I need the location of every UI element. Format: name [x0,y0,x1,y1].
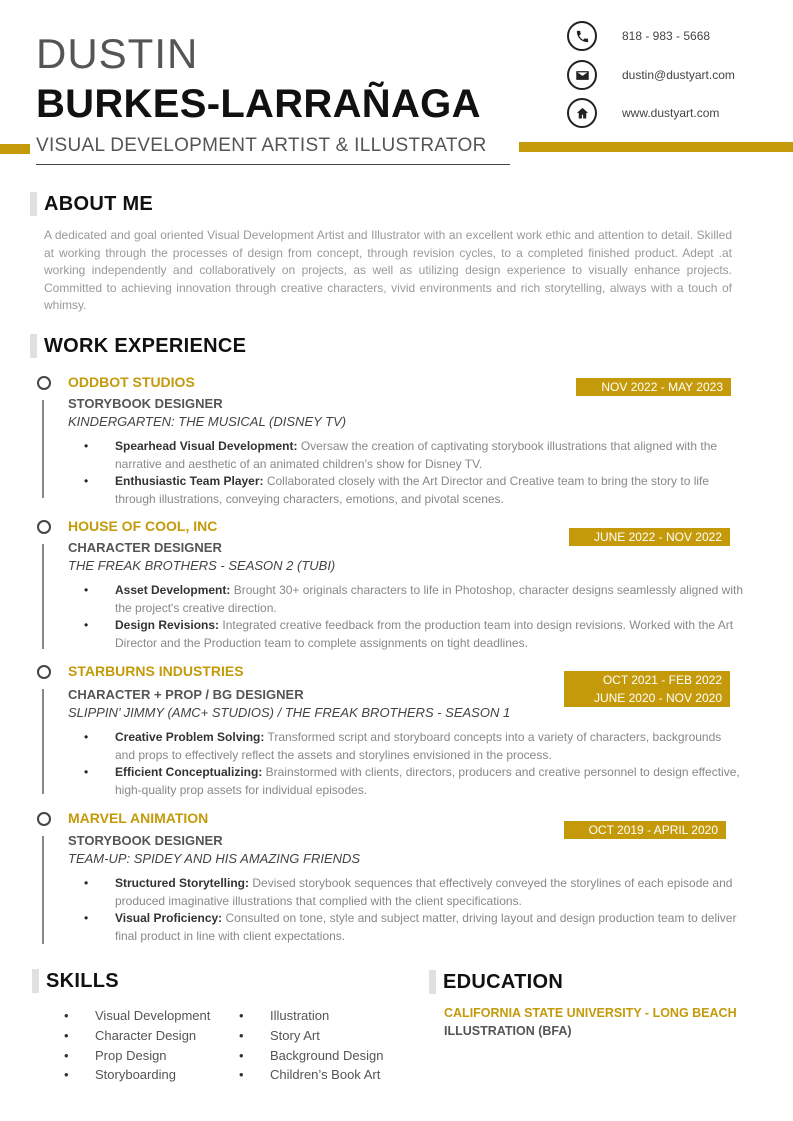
company-name: STARBURNS INDUSTRIES [68,663,244,679]
last-name: BURKES-LARRAÑAGA [36,82,481,126]
contact-email [567,60,735,90]
accent-bar-left [0,144,30,154]
contact-phone [567,21,710,51]
role-title: STORYBOOK DESIGNER [68,833,223,848]
section-marker [30,334,37,358]
project-title: THE FREAK BROTHERS - SEASON 2 (TUBI) [68,558,336,573]
accent-bar-right [519,142,793,152]
education-heading: EDUCATION [429,970,563,994]
skills-heading: SKILLS [32,969,119,993]
timeline-line [42,544,44,649]
list-item: • Illustration [239,1006,383,1026]
job-bullets [84,582,744,652]
list-item: • Asset Development: Brought 30+ originals characters to life in Photoshop, character designs seamlessly aligned with the project's creative direction. [84,582,744,617]
company-name: MARVEL ANIMATION [68,810,209,826]
list-item: • Storyboarding [64,1065,210,1085]
date-badge: NOV 2022 - MAY 2023 [576,378,731,396]
list-item: • Character Design [64,1026,210,1046]
job-bullets [84,875,744,945]
timeline-line [42,836,44,944]
timeline-line [42,400,44,498]
role-title: CHARACTER DESIGNER [68,540,222,555]
project-title: SLIPPIN’ JIMMY (AMC+ STUDIOS) / THE FREAK BROTHERS - SEASON 1 [68,705,511,720]
role-title: CHARACTER + PROP / BG DESIGNER [68,687,304,702]
list-item: • Visual Proficiency: Consulted on tone, style and subject matter, driving layout and design production team to deliver final product in line with client expectations. [84,910,744,945]
list-item: • Spearhead Visual Development: Oversaw the creation of captivating storybook illustrations that aligned with the narrative and aesthetic of an animated children’s show for Disney TV. [84,438,744,473]
list-item: • Efficient Conceptualizing: Brainstormed with clients, directors, producers and creative personnel to design effective, high-quality prop assets for individual episodes. [84,764,744,799]
timeline-circle [37,520,51,534]
phone-number[interactable]: 818 - 983 - 5668 [622,29,711,43]
experience-heading: WORK EXPERIENCE [30,334,246,358]
website-url[interactable]: www.dustyart.com [622,106,720,120]
contact-website [567,98,719,128]
job-bullets [84,438,744,508]
list-item: • Prop Design [64,1046,210,1066]
mail-icon [567,60,597,90]
list-item: • Children’s Book Art [239,1065,383,1085]
about-heading: ABOUT ME [30,192,153,216]
home-icon [567,98,597,128]
timeline-line [42,689,44,794]
company-name: ODDBOT STUDIOS [68,374,195,390]
company-name: HOUSE OF COOL, INC [68,518,218,534]
skills-list-1 [64,1006,210,1085]
list-item: • Enthusiastic Team Player: Collaborated closely with the Art Director and Creative team to bring the story to life through illustrations, conveying characters, emotions, and pivotal scenes. [84,473,744,508]
timeline-circle [37,376,51,390]
list-item: • Story Art [239,1026,383,1046]
list-item: • Creative Problem Solving: Transformed script and storyboard concepts into a variety of characters, backgrounds and props to effectively reflect the assets and storylines envisioned in the process. [84,729,744,764]
first-name: DUSTIN [36,30,199,77]
section-marker [32,969,39,993]
school-name: CALIFORNIA STATE UNIVERSITY - LONG BEACH [444,1006,737,1020]
list-item: • Structured Storytelling: Devised storybook sequences that effectively conveyed the storylines of each episode and produced imaginative illustrations that complied with the client specifications. [84,875,744,910]
degree-name: ILLUSTRATION (BFA) [444,1024,572,1038]
project-title: KINDERGARTEN: THE MUSICAL (DISNEY TV) [68,414,347,429]
date-badge: OCT 2021 - FEB 2022 JUNE 2020 - NOV 2020 [564,671,730,707]
timeline-circle [37,665,51,679]
list-item: • Design Revisions: Integrated creative feedback from the production team into design revisions. Worked with the Art Director and the Production team to complete assignments on tight deadlines. [84,617,744,652]
section-marker [429,970,436,994]
phone-icon [567,21,597,51]
about-text: A dedicated and goal oriented Visual Development Artist and Illustrator with an excellent work ethic and attention to detail. Skilled at working through the processes of design from concept, through revision cycles, to a completed finished product. Adept .at working independently and collaboratively on projects, as well as utilizing design experience to visually enhance projects. Committed to achieving innovation through creative characters, vivid environments and rich storytelling, always with a touch of whimsy. [44,228,732,313]
section-marker [30,192,37,216]
email-address[interactable]: dustin@dustyart.com [622,68,735,82]
timeline-circle [37,812,51,826]
job-title: VISUAL DEVELOPMENT ARTIST & ILLUSTRATOR [36,135,487,156]
job-bullets [84,729,744,799]
title-divider [36,164,510,165]
date-badge: OCT 2019 - APRIL 2020 [564,821,726,839]
skills-list-2 [239,1006,383,1085]
list-item: • Visual Development [64,1006,210,1026]
role-title: STORYBOOK DESIGNER [68,396,223,411]
date-badge: JUNE 2022 - NOV 2022 [569,528,730,546]
list-item: • Background Design [239,1046,383,1066]
project-title: TEAM-UP: SPIDEY AND HIS AMAZING FRIENDS [68,851,361,866]
